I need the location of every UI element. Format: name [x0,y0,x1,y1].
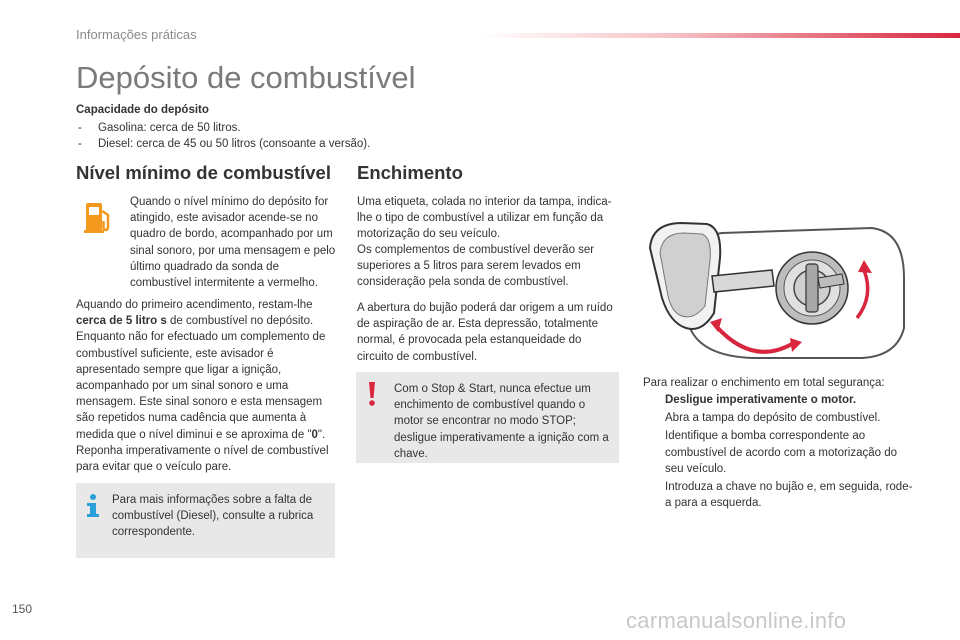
filling-step: Desligue imperativamente o motor. [665,394,857,406]
filling-title: Enchimento [357,162,463,183]
page-title: Depósito de combustível [76,60,416,95]
filling-step: Identifique a bomba correspondente ao combustível de acordo com a motorização do seu veículo. [665,430,898,475]
filling-para-noise: A abertura do bujão poderá dar origem a um ruído de aspiração de ar. Esta depressão, totalmente normal, é provocada pela estanqueidade do circuito de combustível. [357,302,613,363]
min-level-alert-text: Quando o nível mínimo do depósito for atingido, este avisador acende-se no quadro de bordo, acompanhado por um sinal sonoro, por uma mensagem e pelo último quadrado da sonda de combustível intermitente a vermelho. [130,196,336,290]
header-accent-bar [480,33,960,38]
min-level-title: Nível mínimo de combustível [76,162,331,183]
capacity-item-diesel: - Diesel: cerca de 45 ou 50 litros (consoante a versão). [76,136,370,152]
exclamation-icon [365,381,379,407]
filling-para-min-amount: Os complementos de combustível deverão ser superiores a 5 litros para serem levados em consideração pela sonda de combustível. [357,244,595,289]
min-level-body: Aquando do primeiro acendimento, restam-lhe cerca de 5 litro s de combustível no depósito. Enquanto não for efectuado um complemento de combustível suficiente, este avisador é apresentado sempre que ligar a ignição, acompanhado por um sinal sonoro e uma mensagem. Este sinal sonoro e esta mensagem são repetidos numa cadência que aumenta à medida que o nível diminui e se aproxima de "0". Reponha imperativamente o nível de combustível para evitar que o veículo pare. [76,299,329,474]
section-label: Informações práticas [76,27,197,42]
safety-intro: Para realizar o enchimento em total segurança: [643,377,885,389]
fuel-pump-warning-icon [84,199,114,235]
info-icon [84,493,102,519]
filling-para-label: Uma etiqueta, colada no interior da tampa, indica-lhe o tipo de combustível a utilizar em função da motorização do seu veículo. [357,196,612,241]
warning-box-text: Com o Stop & Start, nunca efectue um enchimento de combustível quando o motor se encontrar no modo STOP; desligue imperativamente a ignição com a chave. [394,383,609,460]
watermark: carmanualsonline.info [626,608,847,633]
capacity-item-petrol: - Gasolina: cerca de 50 litros. [76,120,370,136]
info-box-text: Para mais informações sobre a falta de combustível (Diesel), consulte a rubrica correspondente. [112,494,314,539]
filling-step: Introduza a chave no bujão e, em seguida, rode-a para a esquerda. [665,481,913,510]
capacity-heading: Capacidade do depósito [76,104,209,116]
filling-steps [643,392,913,513]
fuel-flap-and-cap-illustration [642,218,912,368]
capacity-list [76,120,370,152]
page-number: 150 [12,602,33,616]
filling-step: Abra a tampa do depósito de combustível. [665,412,881,425]
